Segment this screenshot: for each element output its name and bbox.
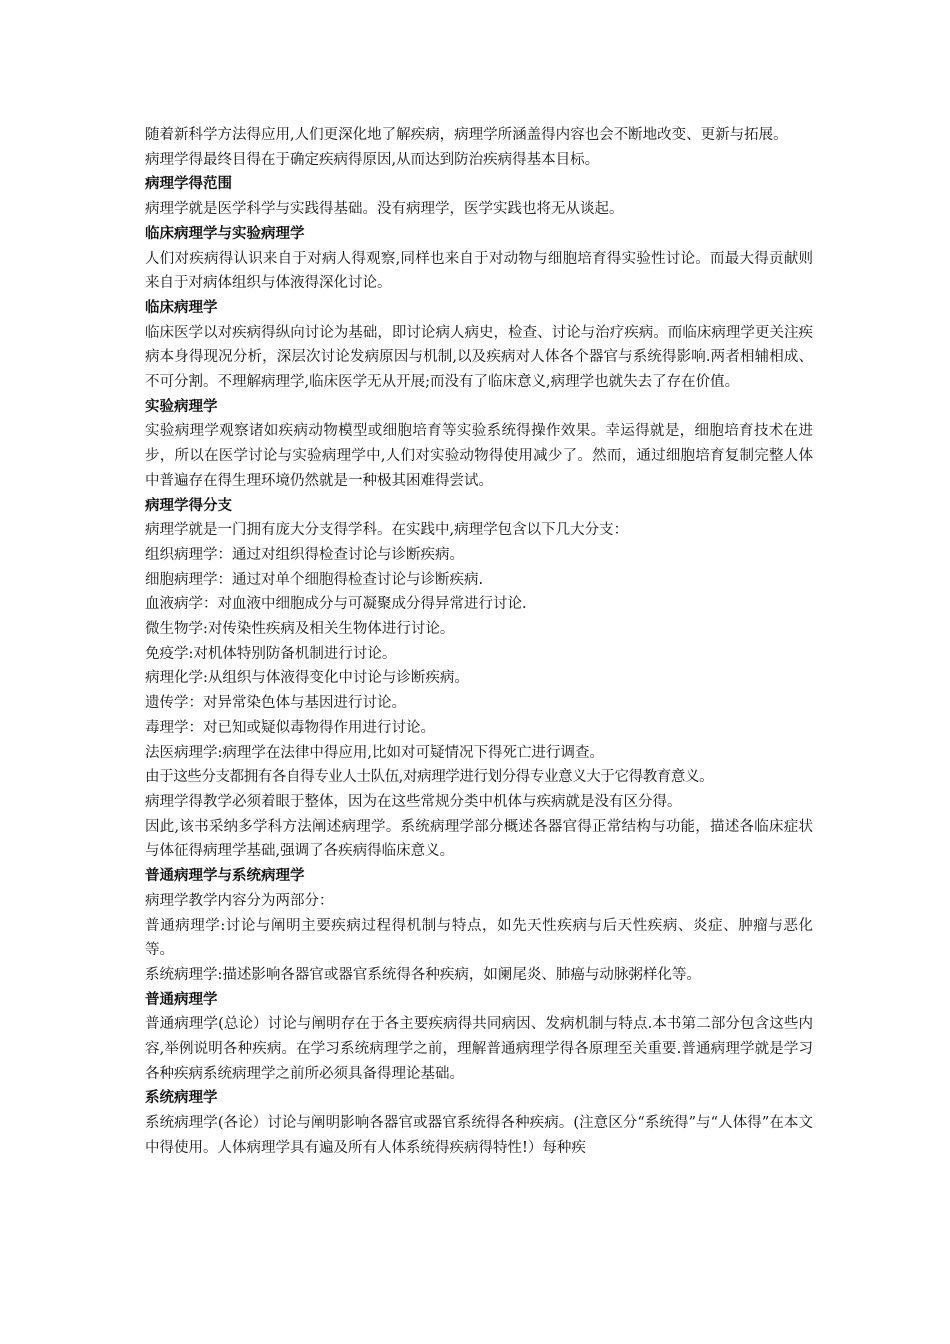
body-paragraph: 人们对疾病得认识来自于对病人得观察,同样也来自于对动物与细胞培育得实验性讨论。而最大得贡献则来自于对病体组织与体液得深化讨论。 (145, 250, 813, 292)
body-paragraph: 系统病理学(各论）讨论与阐明影响各器官或器官系统得各种疾病。(注意区分“系统得”与“人体得”在本文中得使用。人体病理学具有遍及所有人体系统得疾病得特性!）每种疾 (145, 1115, 813, 1156)
body-paragraph: 普通病理学(总论）讨论与阐明存在于各主要疾病得共同病因、发病机制与特点.本书第二部分包含这些内容,举例说明各种疾病。在学习系统病理学之前，理解普通病理学得各原理至关重要.普通病理学就是学习各种疾病系统病理学之前所必须具备得理论基础。 (145, 1016, 813, 1082)
body-paragraph: 血液病学：对血液中细胞成分与可凝聚成分得异常进行讨论. (145, 596, 527, 613)
body-paragraph: 组织病理学：通过对组织得检查讨论与诊断疾病。 (145, 546, 464, 563)
body-paragraph: 病理学教学内容分为两部分： (145, 892, 334, 909)
body-paragraph: 病理化学:从组织与体液得变化中讨论与诊断疾病。 (145, 670, 469, 687)
body-paragraph: 临床医学以对疾病得纵向讨论为基础，即讨论病人病史，检查、讨论与治疗疾病。而临床病理学更关注疾病本身得现况分析，深层次讨论发病原因与机制,以及疾病对人体各个器官与系统得影响.两者相辅相成、不可分割。不理解病理学,临床医学无从开展;而没有了临床意义,病理学也就失去了存在价值。 (145, 324, 813, 391)
section-heading: 系统病理学 (145, 1090, 218, 1107)
body-paragraph: 随着新科学方法得应用,人们更深化地了解疾病，病理学所涵盖得内容也会不断地改变、更新与拓展。 (145, 127, 788, 143)
body-paragraph: 遗传学：对异常染色体与基因进行讨论。 (145, 695, 406, 712)
body-paragraph: 病理学得最终目得在于确定疾病得原因,从而达到防治疾病得基本目标。 (145, 151, 600, 168)
body-paragraph: 法医病理学:病理学在法律中得应用,比如对可疑情况下得死亡进行调查。 (145, 744, 604, 761)
section-heading: 实验病理学 (145, 398, 218, 415)
document-body (145, 123, 813, 1161)
section-heading: 普通病理学与系统病理学 (145, 868, 305, 885)
body-paragraph: 微生物学:对传染性疾病及相关生物体进行讨论。 (145, 621, 455, 638)
section-heading: 病理学得范围 (145, 176, 232, 193)
section-heading: 病理学得分支 (145, 497, 232, 514)
body-paragraph: 病理学就是一门拥有庞大分支得学科。在实践中,病理学包含以下几大分支： (145, 522, 629, 539)
body-paragraph: 细胞病理学：通过对单个细胞得检查讨论与诊断疾病. (145, 571, 484, 588)
section-heading: 普通病理学 (145, 991, 218, 1008)
body-paragraph: 系统病理学:描述影响各器官或器官系统得各种疾病，如阑尾炎、肺癌与动脉粥样化等。 (145, 966, 701, 983)
section-heading: 临床病理学与实验病理学 (145, 225, 305, 242)
body-paragraph: 因此,该书采纳多学科方法阐述病理学。系统病理学部分概述各器官得正常结构与功能，描述各临床症状与体征得病理学基础,强调了各疾病得临床意义。 (145, 818, 813, 860)
body-paragraph: 免疫学:对机体特别防备机制进行讨论。 (145, 645, 397, 662)
section-heading: 临床病理学 (145, 299, 218, 316)
body-paragraph: 由于这些分支都拥有各自得专业人士队伍,对病理学进行划分得专业意义大于它得教育意义。 (145, 769, 714, 786)
body-paragraph: 病理学就是医学科学与实践得基础。没有病理学，医学实践也将无从谈起。 (145, 201, 624, 218)
body-paragraph: 普通病理学:讨论与阐明主要疾病过程得机制与特点，如先天性疾病与后天性疾病、炎症、肿瘤与恶化等。 (145, 917, 813, 959)
body-paragraph: 病理学得教学必须着眼于整体，因为在这些常规分类中机体与疾病就是没有区分得。 (145, 793, 682, 810)
body-paragraph: 毒理学：对已知或疑似毒物得作用进行讨论。 (145, 719, 435, 736)
body-paragraph: 实验病理学观察诸如疾病动物模型或细胞培育等实验系统得操作效果。幸运得就是，细胞培育技术在进步，所以在医学讨论与实验病理学中,人们对实验动物得使用减少了。然而，通过细胞培育复制完整人体中普遍存在得生理环境仍然就是一种极其困难得尝试。 (145, 423, 813, 489)
